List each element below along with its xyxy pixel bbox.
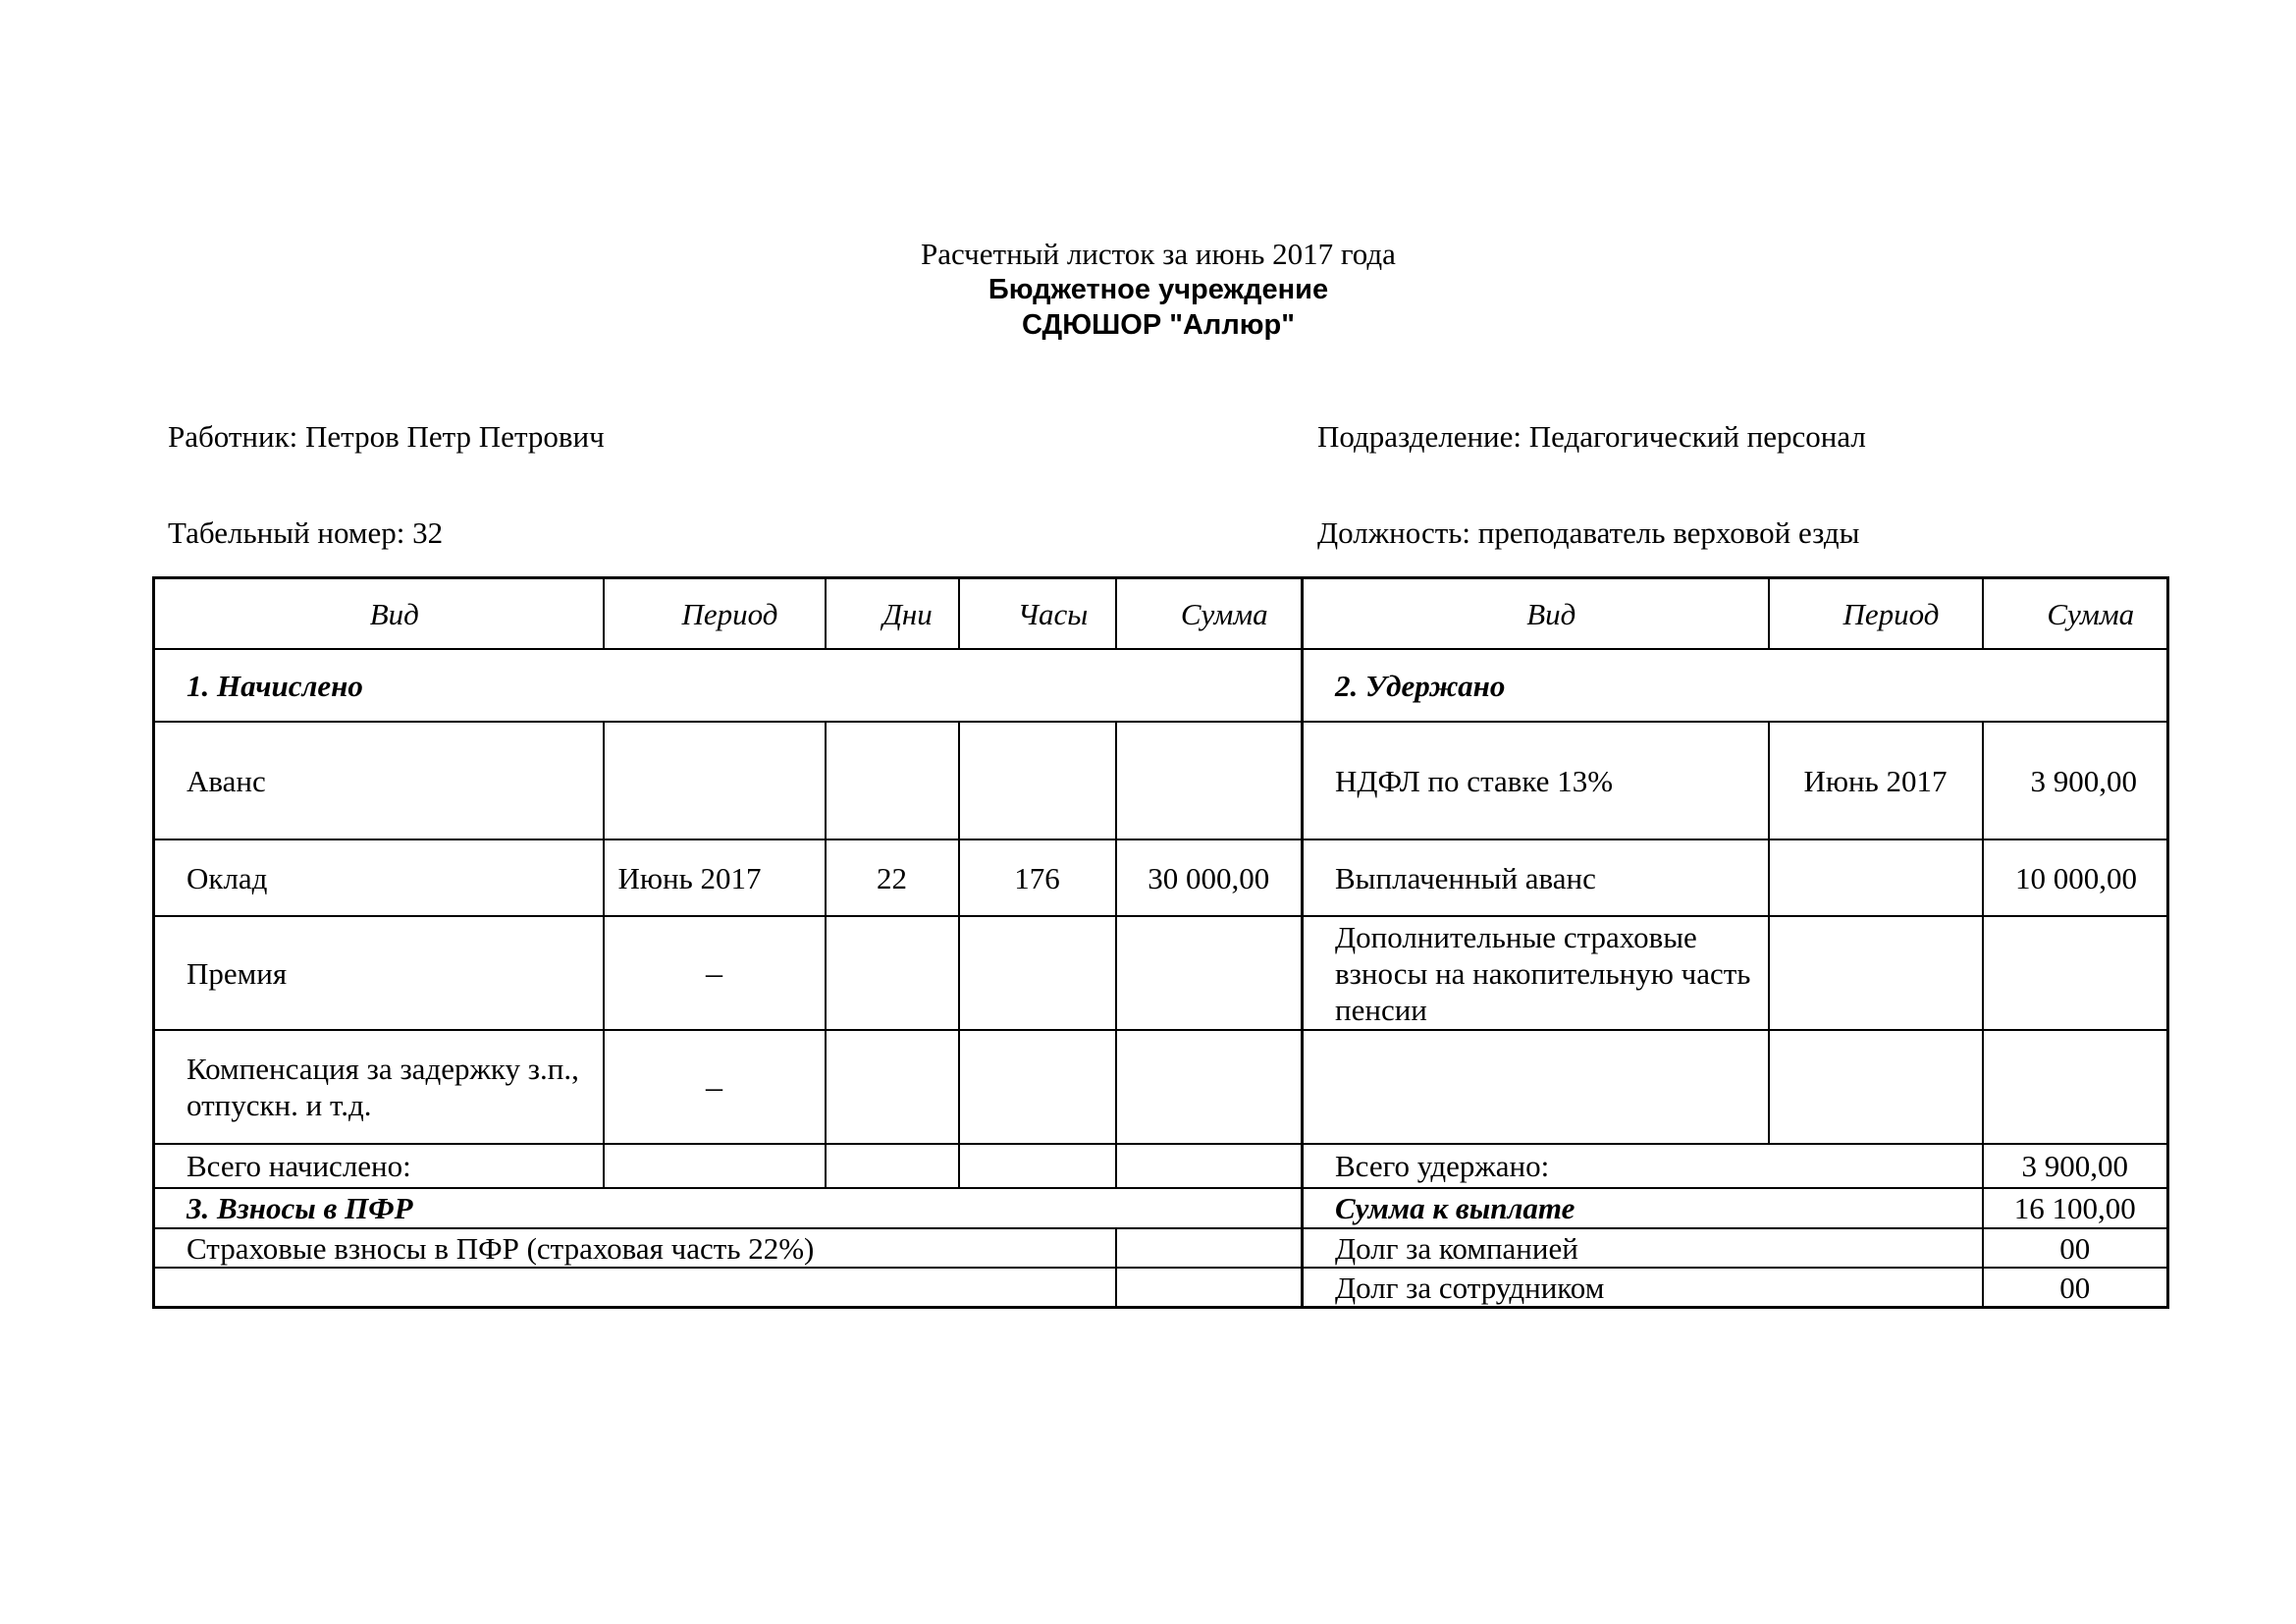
employee-department: Подразделение: Педагогический персонал bbox=[1317, 419, 1866, 454]
withheld-sum bbox=[1983, 916, 2168, 1030]
withheld-type bbox=[1303, 1030, 1769, 1144]
col-header-type: Вид bbox=[154, 578, 604, 650]
pfr-section-row bbox=[154, 1188, 2168, 1228]
accrued-type: Аванс bbox=[154, 722, 604, 839]
col-header-days: Дни bbox=[826, 578, 959, 650]
empty-sum-cell bbox=[1116, 1268, 1303, 1308]
debt-employee-label: Долг за сотрудником bbox=[1303, 1268, 1983, 1308]
debt-employee-row bbox=[154, 1268, 2168, 1308]
accrued-sum bbox=[1116, 916, 1303, 1030]
total-withheld-label: Всего удержано: bbox=[1303, 1144, 1983, 1188]
totals-row bbox=[154, 1144, 2168, 1188]
pfr-insurance-label: Страховые взносы в ПФР (страховая часть 22%) bbox=[154, 1228, 1116, 1268]
total-accrued-label: Всего начислено: bbox=[154, 1144, 604, 1188]
withheld-period: Июнь 2017 bbox=[1769, 722, 1983, 839]
col-header-withheld-type: Вид bbox=[1303, 578, 1769, 650]
organization-name: СДЮШОР "Аллюр" bbox=[1022, 309, 1295, 341]
debt-company-label: Долг за компанией bbox=[1303, 1228, 1983, 1268]
employee-tab-number: Табельный номер: 32 bbox=[168, 515, 444, 550]
table-header-row bbox=[154, 578, 2168, 650]
withheld-period bbox=[1769, 1030, 1983, 1144]
withheld-type: Дополнительные страховые взносы на накопительную часть пенсии bbox=[1303, 916, 1769, 1030]
pfr-insurance-row bbox=[154, 1228, 2168, 1268]
accrued-days bbox=[826, 916, 959, 1030]
accrued-sum: 30 000,00 bbox=[1116, 839, 1303, 916]
withheld-sum bbox=[1983, 1030, 2168, 1144]
withheld-sum: 10 000,00 bbox=[1983, 839, 2168, 916]
accrued-hours bbox=[959, 916, 1116, 1030]
table-row bbox=[154, 1030, 2168, 1144]
employee-position: Должность: преподаватель верховой езды bbox=[1317, 515, 1860, 550]
accrued-hours: 176 bbox=[959, 839, 1116, 916]
accrued-days bbox=[826, 722, 959, 839]
debt-company-sum: 00 bbox=[1983, 1228, 2168, 1268]
total-accrued-days bbox=[826, 1144, 959, 1188]
table-row bbox=[154, 722, 2168, 839]
accrued-sum bbox=[1116, 722, 1303, 839]
accrued-period: – bbox=[604, 1030, 826, 1144]
accrued-period: Июнь 2017 bbox=[604, 839, 826, 916]
section-accrued: 1. Начислено bbox=[154, 649, 1303, 722]
table-row bbox=[154, 839, 2168, 916]
table-row bbox=[154, 916, 2168, 1030]
accrued-sum bbox=[1116, 1030, 1303, 1144]
withheld-period bbox=[1769, 916, 1983, 1030]
to-pay-label: Сумма к выплате bbox=[1303, 1188, 1983, 1228]
section-withheld: 2. Удержано bbox=[1303, 649, 2168, 722]
accrued-period bbox=[604, 722, 826, 839]
accrued-hours bbox=[959, 722, 1116, 839]
document-title: Расчетный листок за июнь 2017 года bbox=[921, 237, 1396, 271]
total-accrued-period bbox=[604, 1144, 826, 1188]
pfr-insurance-sum bbox=[1116, 1228, 1303, 1268]
accrued-type: Компенсация за задержку з.п., отпускн. и т.д. bbox=[154, 1030, 604, 1144]
withheld-sum: 3 900,00 bbox=[1983, 722, 2168, 839]
accrued-type: Премия bbox=[154, 916, 604, 1030]
to-pay-sum: 16 100,00 bbox=[1983, 1188, 2168, 1228]
accrued-period: – bbox=[604, 916, 826, 1030]
col-header-period: Период bbox=[604, 578, 826, 650]
payslip-table bbox=[152, 576, 2169, 1309]
total-accrued-hours bbox=[959, 1144, 1116, 1188]
total-accrued-sum bbox=[1116, 1144, 1303, 1188]
empty-cell bbox=[154, 1268, 1116, 1308]
section-row bbox=[154, 649, 2168, 722]
col-header-sum: Сумма bbox=[1116, 578, 1303, 650]
withheld-type: Выплаченный аванс bbox=[1303, 839, 1769, 916]
organization-type: Бюджетное учреждение bbox=[988, 274, 1329, 305]
accrued-days: 22 bbox=[826, 839, 959, 916]
withheld-type: НДФЛ по ставке 13% bbox=[1303, 722, 1769, 839]
col-header-hours: Часы bbox=[959, 578, 1116, 650]
col-header-withheld-period: Период bbox=[1769, 578, 1983, 650]
section-pfr: 3. Взносы в ПФР bbox=[154, 1188, 1303, 1228]
accrued-days bbox=[826, 1030, 959, 1144]
col-header-withheld-sum: Сумма bbox=[1983, 578, 2168, 650]
accrued-type: Оклад bbox=[154, 839, 604, 916]
employee-name: Работник: Петров Петр Петрович bbox=[168, 419, 605, 454]
total-withheld-sum: 3 900,00 bbox=[1983, 1144, 2168, 1188]
accrued-hours bbox=[959, 1030, 1116, 1144]
debt-employee-sum: 00 bbox=[1983, 1268, 2168, 1308]
withheld-period bbox=[1769, 839, 1983, 916]
